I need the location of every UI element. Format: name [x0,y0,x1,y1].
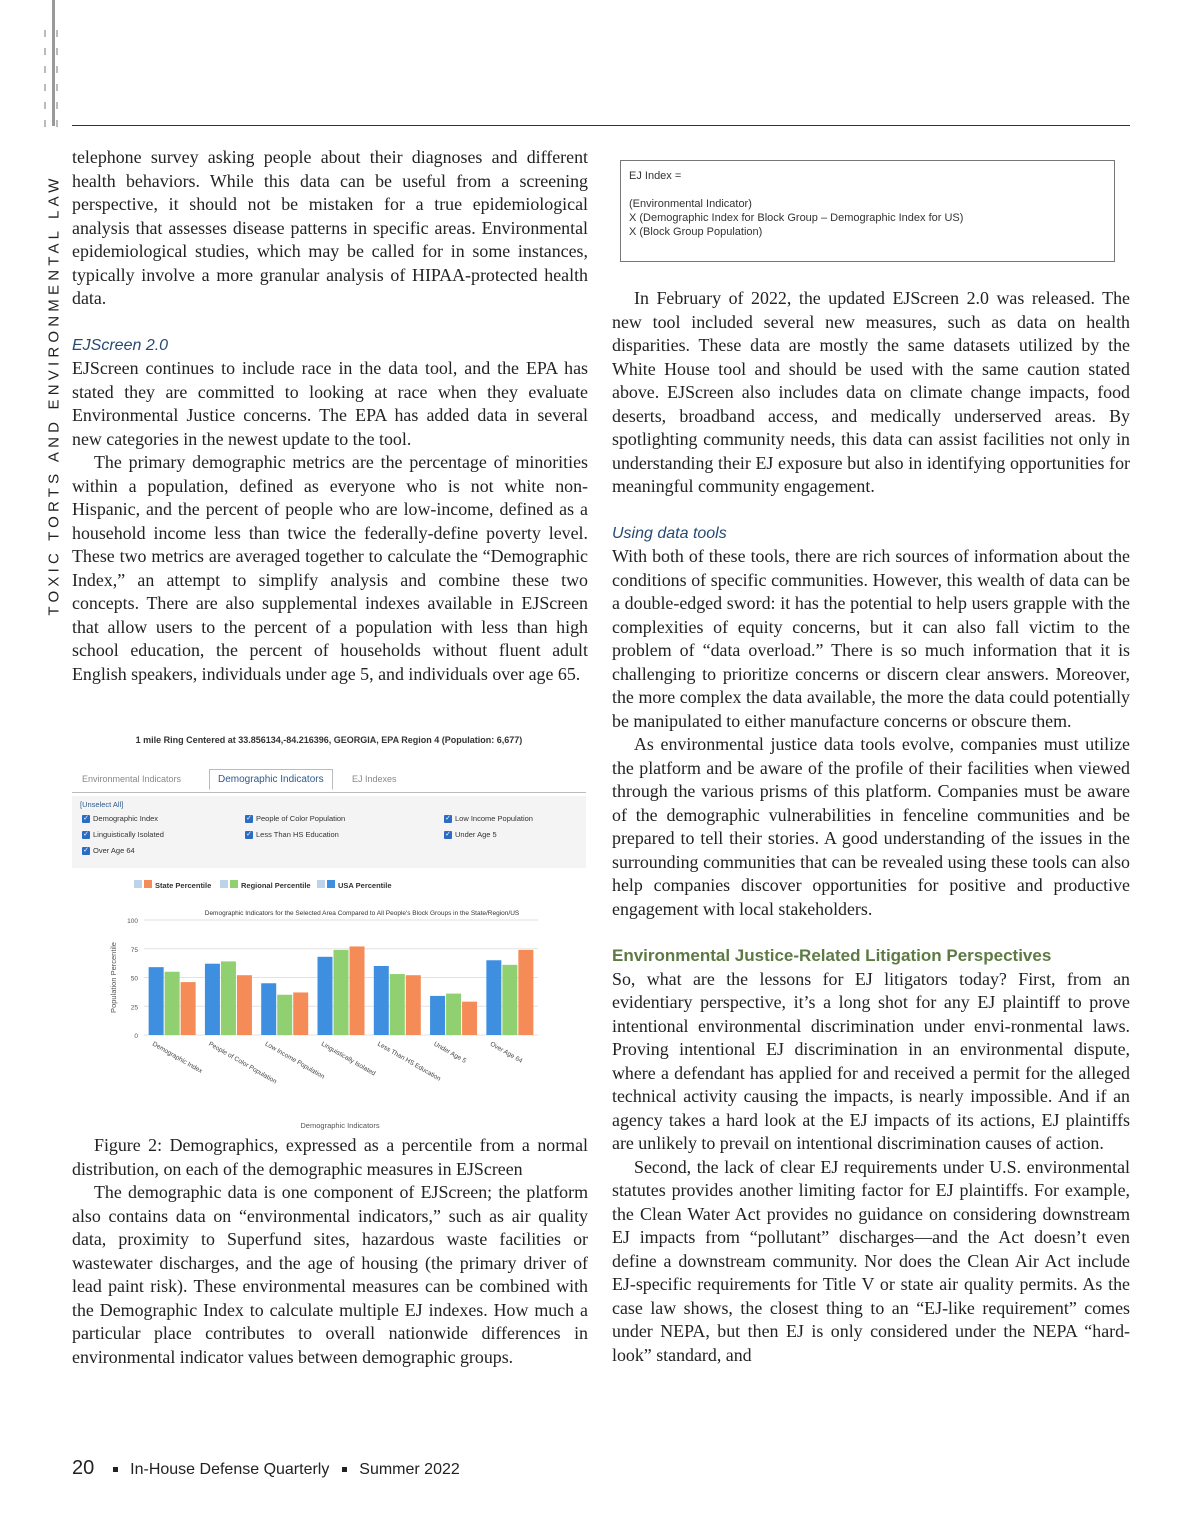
checkmark-icon: ✓ [445,814,451,822]
bullet-separator [113,1467,118,1472]
section-side-label: TOXIC TORTS AND ENVIRONMENTAL LAW [45,174,63,616]
formula-line: X (Demographic Index for Block Group – Demographic Index for US) [629,212,964,224]
bar [221,961,236,1035]
bar [237,975,252,1035]
unselect-all-link[interactable]: [Unselect All] [80,800,124,809]
figure-demographics [72,730,586,1135]
x-tick-label: Low Income Population [263,1040,326,1081]
issue-date: Summer 2022 [359,1461,460,1478]
bar [165,972,180,1035]
paragraph: So, what are the lessons for EJ litigators today? First, from an evidentiary perspective, it’s a long shot for any EJ plaintiff to prove intentional environmental discrimination under envi-ronmental laws. Proving intentional EJ discrimination in an environmental dispute, where a defendant has applied for and received a permit for the alleged technical activity causing the impacts, is nearly impossible. And if an agency takes a hard look at the EJ impacts of its actions, EJ plaintiffs are unlikely to prevail on intentional discrimination causes of action. [612,968,1130,1153]
bar [205,964,220,1035]
checkbox-panel [72,796,586,868]
checkbox-low-income[interactable]: ✓ Low Income Population [445,814,533,823]
bar [374,966,389,1035]
bar [406,975,421,1035]
bar-chart [72,870,586,1135]
bar [430,996,445,1035]
legend-swatch [144,880,152,888]
legend-checkbox [317,880,325,888]
checkmark-icon: ✓ [246,830,252,838]
bar [486,960,501,1035]
ej-index-formula-box [620,160,1115,262]
checkmark-icon: ✓ [83,846,89,854]
legend-label: Regional Percentile [241,881,311,890]
legend-checkbox [134,880,142,888]
subhead-ejscreen: EJScreen 2.0 [72,336,169,354]
figure-title: 1 mile Ring Centered at 33.856134,-84.216396, GEORGIA, EPA Region 4 (Population: 6,677) [135,735,523,745]
y-tick-label: 75 [130,946,138,954]
legend-checkbox [220,880,228,888]
y-axis-label: Population Percentile [109,942,118,1013]
left-column-bottom [72,1134,588,1369]
legend-swatch [327,880,335,888]
paragraph: The primary demographic metrics are the percentage of minorities within a population, defined as everyone who is not white non-Hispanic, and the percent of people who are low-income, defined as a household income less than twice the federally-define poverty level. These two metrics are averaged together to calculate the “Demographic Index,” an attempt to simplify analysis and combine these two concepts. There are also supplemental indexes available in EJScreen that allow users to the percent of a population with less than high school education, the percent of households without fluent adult English speakers, individuals under age 5, and individuals over age 65. [72,452,588,684]
checkbox-less-than-hs[interactable]: ✓ Less Than HS Education [246,830,339,839]
bar [350,946,365,1035]
formula-line: (Environmental Indicator) [629,198,752,210]
y-tick-label: 0 [134,1033,138,1040]
checkmark-icon: ✓ [83,814,89,822]
formula-line: X (Block Group Population) [629,226,763,238]
publication-name: In-House Defense Quarterly [130,1461,330,1478]
checkbox-over-age-64[interactable]: ✓ Over Age 64 [83,846,135,855]
x-tick-label: Linguistically Isolated [319,1040,377,1078]
x-tick-label: People of Color Population [207,1040,278,1086]
checkmark-icon: ✓ [246,814,252,822]
checkmark-icon: ✓ [83,830,89,838]
figure-tabs [72,770,586,793]
bar [334,950,349,1035]
paragraph: The demographic data is one component of EJScreen; the platform also contains data on “environmental indicators,” such as air quality data, proximity to Superfund sites, hazardous waste facilities or wastewater discharges, and the age of housing (the primary driver of lead paint risk). These environmental measures can be combined with the Demographic Index to calculate multiple EJ indexes. How much a particular place contributes to overall nationwide differences in environmental indicator values between demographic groups. [72,1182,588,1367]
section-heading-litigation: Environmental Justice-Related Litigation Perspectives [612,946,1052,965]
edge-ticks [44,30,56,138]
bar [181,982,196,1035]
page-footer [72,1457,460,1480]
paragraph: EJScreen continues to include race in the data tool, and the EPA has stated they are committed to looking at race when they evaluate Environmental Justice concerns. The EPA has added data in several new categories in the newest update to the tool. [72,358,588,449]
paragraph: Second, the lack of clear EJ requirements under U.S. environmental statutes provides another limiting factor for EJ plaintiffs. For example, the Clean Water Act provides no guidance on considering downstream EJ impacts from “pollutant” discharges—and the Act doesn’t even define a downstream community. Nor does the Clean Air Act include EJ-specific requirements for Title V or state air quality permits. As the case law shows, the closest thing to an “EJ-like requirement” comes under NEPA, but then EJ is only considered under the NEPA “hard-look” standard, and [612,1156,1130,1365]
bar [277,995,292,1035]
bar [318,957,333,1035]
page-number: 20 [72,1457,95,1479]
bar [502,965,517,1035]
paragraph: telephone survey asking people about their diagnoses and different health behaviors. While this data can be useful from a screening perspective, it should not be mistaken for a true epidemiological analysis that assesses disease patterns in specific areas. Environmental epidemiological studies, which may be called for in some instances, typically involve a more granular analysis of HIPAA-protected health data. [72,147,588,308]
bar [462,1002,477,1035]
y-tick-label: 25 [130,1004,138,1012]
x-tick-label: Over Age 64 [488,1040,524,1065]
x-tick-label: Under Age 5 [432,1040,468,1065]
bullet-separator [342,1467,347,1472]
right-column [612,287,1130,1367]
legend-label: USA Percentile [338,881,392,890]
checkbox-demographic-index[interactable]: ✓ Demographic Index [83,814,159,823]
bar [149,967,164,1035]
paragraph: As environmental justice data tools evolve, companies must utilize the platform and be aware of the profile of their facilities when viewed through the various prisms of this platform. Companies must be aware of the demographic vulnerabilities in fenceline communities and be prepared to tell their stories. A good understanding of the issues in the surrounding communities that can be revealed using these tools can also help companies discover opportunities for positive and productive engagement with local stakeholders. [612,734,1130,919]
y-tick-label: 100 [127,918,138,925]
legend-swatch [230,880,238,888]
checkmark-icon: ✓ [445,830,451,838]
bar [518,950,533,1035]
bar [293,992,308,1035]
x-tick-label: Demographic Index [151,1040,204,1075]
header-rule [72,125,1130,126]
legend-label: State Percentile [155,881,212,890]
paragraph: In February of 2022, the updated EJScreen 2.0 was released. The new tool included several new measures, such as data on health disparities. These data are mostly the same datasets utilized by the White House tool and should be used with the same caution stated above. EJScreen also includes data on climate change impacts, food deserts, broadband access, and medically underserved areas. By spotlighting community needs, this data can assist facilities not only in understanding their EJ exposure but also in identifying opportunities for meaningful community engagement. [612,288,1130,496]
subhead-using-data-tools: Using data tools [612,524,727,542]
paragraph: With both of these tools, there are rich sources of information about the conditions of specific communities. However, this wealth of data can be a double-edged sword: it has the potential to help users grapple with the complexities of equity concerns, but it can also fall victim to the problem of “data overload.” There is so much information that it is challenging to prioritize concerns or discern clear answers. Moreover, the more complex the data available, the more the data could potentially be manipulated to either manufacture concerns or obscure them. [612,546,1130,731]
tab-environmental-indicators[interactable]: Environmental Indicators [82,774,182,784]
left-column-top [72,146,588,686]
figure-caption: Figure 2: Demographics, expressed as a percentile from a normal distribution, on each of the demographic measures in EJScreen [72,1135,588,1179]
formula-line: EJ Index = [629,170,682,182]
tab-demographic-indicators[interactable]: Demographic Indicators [209,769,333,790]
x-axis-label: Demographic Indicators [300,1121,380,1130]
x-tick-label: Less Than HS Education [376,1040,442,1083]
bar [390,974,405,1035]
bar [261,983,276,1035]
y-tick-label: 50 [130,975,138,983]
checkbox-people-of-color[interactable]: ✓ People of Color Population [246,814,346,823]
checkbox-under-age-5[interactable]: ✓ Under Age 5 [445,830,497,839]
chart-title: Demographic Indicators for the Selected Area Compared to All People's Block Groups in the State/Region/US [204,910,520,917]
bar [446,994,461,1035]
checkbox-linguistically-isolated[interactable]: ✓ Linguistically Isolated [83,830,164,839]
tab-ej-indexes[interactable]: EJ Indexes [352,774,397,784]
